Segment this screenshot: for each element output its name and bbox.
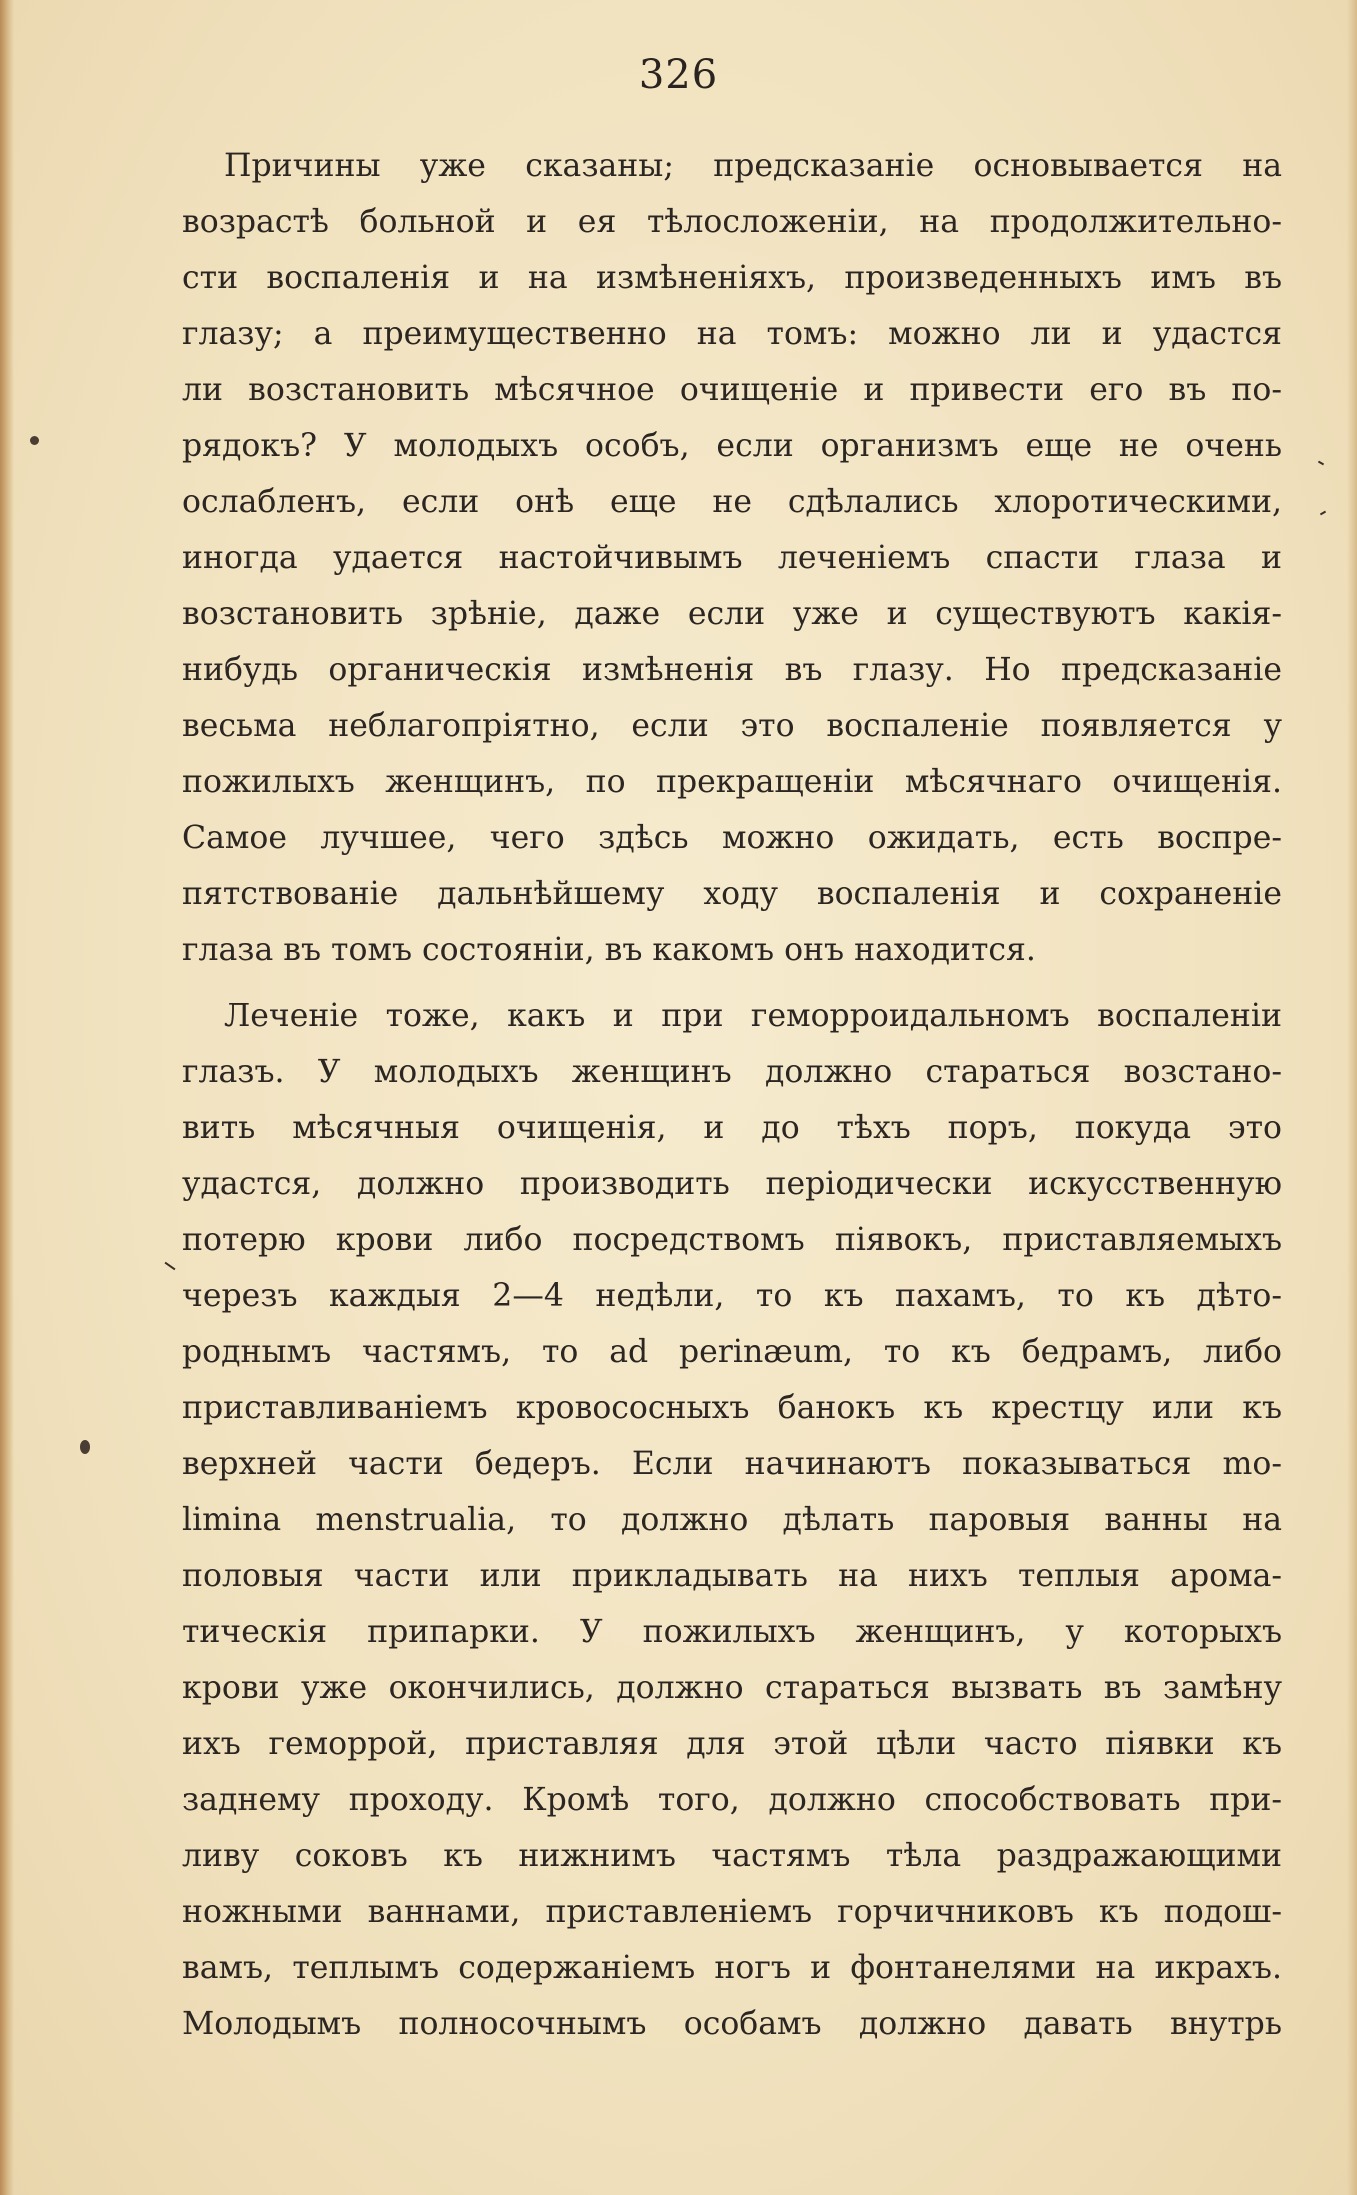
text-line: глазъ. У молодыхъ женщинъ должно стараться возстано-: [182, 1054, 1282, 1090]
text-line: половыя части или прикладывать на нихъ теплыя арома-: [182, 1558, 1282, 1594]
text-line: вить мѣсячныя очищенія, и до тѣхъ поръ, покуда это: [182, 1110, 1282, 1146]
text-line: вамъ, теплымъ содержаніемъ ногъ и фонтанелями на икрахъ.: [182, 1950, 1282, 1986]
body-text: [182, 138, 1282, 2052]
text-line: Самое лучшее, чего здѣсь можно ожидать, есть воспре-: [182, 820, 1282, 856]
margin-speck: [80, 1440, 90, 1454]
text-line: приставливаніемъ кровососныхъ банокъ къ крестцу или къ: [182, 1390, 1282, 1426]
text-line: рядокъ? У молодыхъ особъ, если организмъ еще не очень: [182, 428, 1282, 464]
text-line: limina menstrualia, то должно дѣлать паровыя ванны на: [182, 1502, 1282, 1538]
text-line: глазу; а преимущественно на томъ: можно ли и удастся: [182, 316, 1282, 352]
text-line: пожилыхъ женщинъ, по прекращеніи мѣсячнаго очищенія.: [182, 764, 1282, 800]
paragraph-treatment: [182, 988, 1282, 2052]
text-line: возстановить зрѣніе, даже если уже и существуютъ какія-: [182, 596, 1282, 632]
text-line: заднему проходу. Кромѣ того, должно способствовать при-: [182, 1782, 1282, 1818]
text-line: ливу соковъ къ нижнимъ частямъ тѣла раздражающими: [182, 1838, 1282, 1874]
text-line: черезъ каждыя 2—4 недѣли, то къ пахамъ, то къ дѣто-: [182, 1278, 1282, 1314]
text-line: роднымъ частямъ, то ad perinæum, то къ бедрамъ, либо: [182, 1334, 1282, 1370]
text-line: ослабленъ, если онѣ еще не сдѣлались хлоротическими,: [182, 484, 1282, 520]
text-line: удастся, должно производить періодически искусственную: [182, 1166, 1282, 1202]
text-line: иногда удается настойчивымъ леченіемъ спасти глаза и: [182, 540, 1282, 576]
text-line: Леченіе тоже, какъ и при геморроидальномъ воспаленіи: [224, 998, 1282, 1034]
text-line: Молодымъ полносочнымъ особамъ должно давать внутрь: [182, 2006, 1282, 2042]
page-left-edge: [0, 0, 14, 2195]
page-right-edge: [1347, 0, 1357, 2195]
text-line: нибудь органическія измѣненія въ глазу. Но предсказаніе: [182, 652, 1282, 688]
text-line: пятствованіе дальнѣйшему ходу воспаленія и сохраненіе: [182, 876, 1282, 912]
text-line: ихъ геморрой, приставляя для этой цѣли часто піявки къ: [182, 1726, 1282, 1762]
text-line: Причины уже сказаны; предсказаніе основывается на: [224, 148, 1282, 184]
text-line: крови уже окончились, должно стараться вызвать въ замѣну: [182, 1670, 1282, 1706]
margin-speck: [30, 436, 39, 445]
text-line: глаза въ томъ состояніи, въ какомъ онъ находится.: [182, 932, 1036, 968]
text-line: сти воспаленія и на измѣненіяхъ, произведенныхъ имъ въ: [182, 260, 1282, 296]
text-line: ли возстановить мѣсячное очищеніе и привести его въ по-: [182, 372, 1282, 408]
text-line: возрастѣ больной и ея тѣлосложеніи, на продолжительно-: [182, 204, 1282, 240]
text-line: весьма неблагопріятно, если это воспаленіе появляется у: [182, 708, 1282, 744]
text-line: ножными ваннами, приставленіемъ горчичниковъ къ подош-: [182, 1894, 1282, 1930]
text-line: верхней части бедеръ. Если начинаютъ показываться mo-: [182, 1446, 1282, 1482]
page-number: 326: [638, 52, 719, 98]
paragraph-gap: [182, 978, 1282, 988]
text-line: потерю крови либо посредствомъ піявокъ, приставляемыхъ: [182, 1222, 1282, 1258]
paragraph-prognosis: [182, 138, 1282, 978]
text-line: тическія припарки. У пожилыхъ женщинъ, у которыхъ: [182, 1614, 1282, 1650]
